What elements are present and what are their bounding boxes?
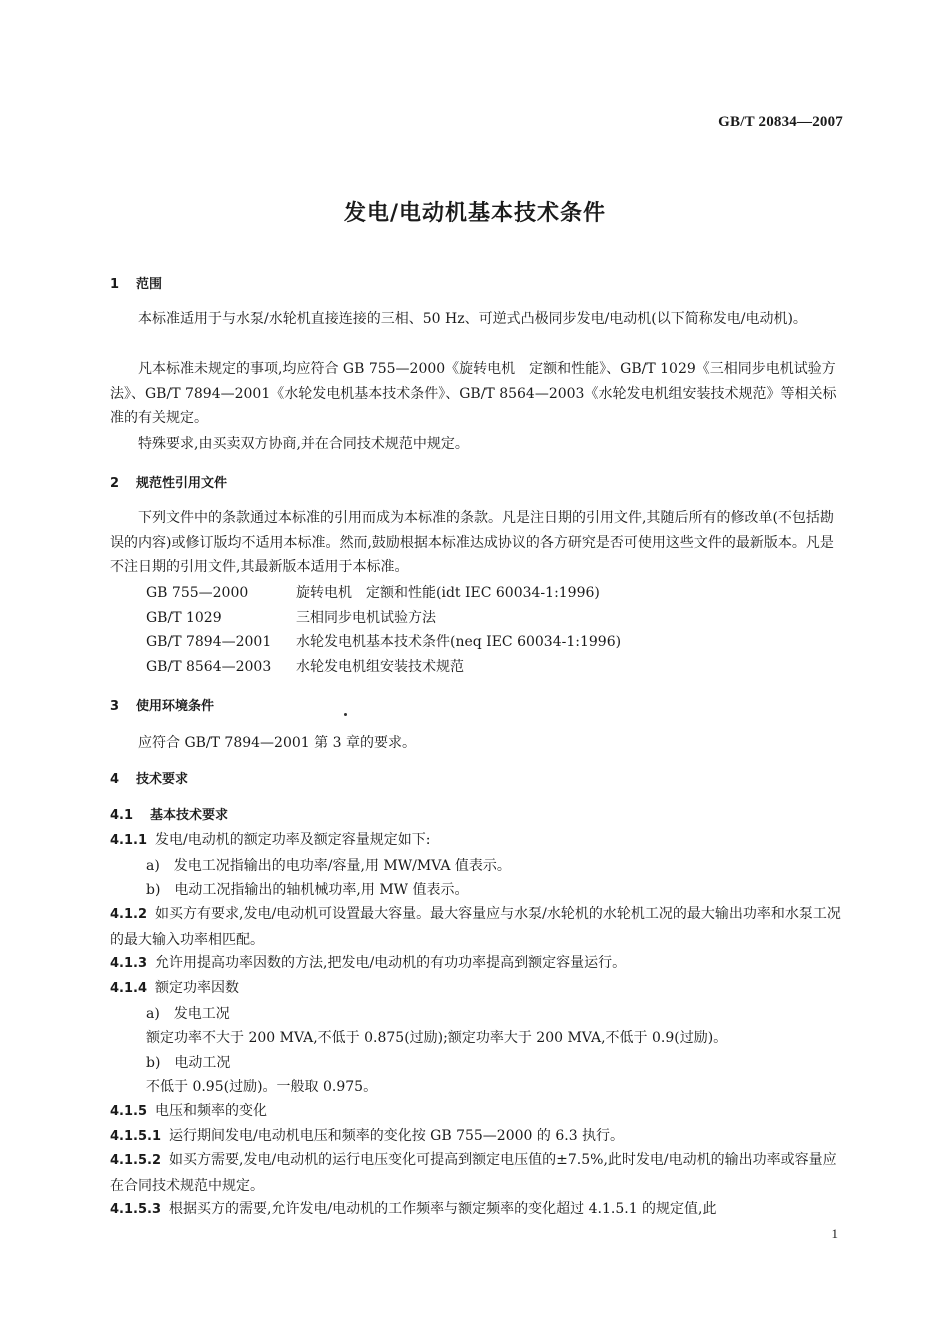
clause-4-1-2: 4.1.2 如买方有要求,发电/电动机可设置最大容量。最大容量应与水泵/水轮机的水轮机工况的最大输出功率和水泵工况的最大输入功率相匹配。 [110, 906, 841, 948]
section-1-para-3: 特殊要求,由买卖双方协商,并在合同技术规范中规定。 [138, 436, 469, 452]
list-item: b) 电动工况 [146, 1054, 231, 1071]
clause-4-1-5-2: 4.1.5.2 如买方需要,发电/电动机的运行电压变化可提高到额定电压值的±7.5%,此时发电/电动机的输出功率或容量应在合同技术规范中规定。 [110, 1152, 837, 1194]
section-number: 2 [110, 476, 120, 491]
clause-4-1-4: 4.1.4 额定功率因数 a) 发电工况 额定功率不大于 200 MVA,不低于 0.875(过励);额定功率大于 200 MVA,不低于 0.9(过励)。 b) 电动工况 不低于 0.95(过励)。一般取 0.975。 [110, 976, 846, 1100]
reference-item: GB 755—2000 旋转电机 定额和性能(idt IEC 60034-1:1996) [146, 585, 600, 601]
section-1-para-1: 本标准适用于与水泵/水轮机直接连接的三相、50 Hz、可逆式凸极同步发电/电动机(以下简称发电/电动机)。 [138, 311, 807, 327]
section-title: 技术要求 [136, 772, 189, 787]
section-4-heading [110, 768, 846, 793]
list-item-text: 额定功率不大于 200 MVA,不低于 0.875(过励);额定功率大于 200 MVA,不低于 0.9(过励)。 [146, 1030, 728, 1046]
clause-4-1-5-3: 4.1.5.3 根据买方的需要,允许发电/电动机的工作频率与额定频率的变化超过 4.1.5.1 的规定值,此 [110, 1201, 717, 1217]
clause-4-1-heading: 4.1 基本技术要求 [110, 808, 229, 823]
page-number: 1 [831, 1226, 838, 1241]
reference-list [110, 581, 846, 679]
section-3-para-1: 应符合 GB/T 7894—2001 第 3 章的要求。 [138, 735, 416, 751]
section-1-heading [110, 273, 846, 298]
clause-4-1-1: 4.1.1 发电/电动机的额定功率及额定容量规定如下: a) 发电工况指输出的电功率/容量,用 MW/MVA 值表示。 b) 电动工况指输出的轴机械功率,用 MW 值表示。 [110, 828, 846, 903]
clause-4-1-5: 4.1.5 电压和频率的变化 [110, 1103, 268, 1119]
section-number: 3 [110, 699, 120, 714]
reference-item: GB/T 1029 三相同步电机试验方法 [146, 609, 436, 626]
list-item: a) 发电工况指输出的电功率/容量,用 MW/MVA 值表示。 [146, 857, 511, 874]
section-title: 范围 [136, 277, 163, 292]
list-item: a) 发电工况 [146, 1005, 230, 1022]
section-title: 使用环境条件 [136, 699, 215, 714]
section-title: 规范性引用文件 [136, 476, 228, 491]
section-2-heading [110, 472, 846, 497]
document-title: 发电/电动机基本技术条件 [343, 201, 607, 226]
scan-speck [344, 713, 347, 716]
section-number: 1 [110, 277, 120, 292]
reference-item: GB/T 7894—2001 水轮发电机基本技术条件(neq IEC 60034-1:1996) [146, 634, 622, 650]
clause-4-1-5-1: 4.1.5.1 运行期间发电/电动机电压和频率的变化按 GB 755—2000 的 6.3 执行。 [110, 1128, 625, 1144]
section-2-para-1: 下列文件中的条款通过本标准的引用而成为本标准的条款。凡是注日期的引用文件,其随后所有的修改单(不包括勘误的内容)或修订版均不适用本标准。然而,鼓励根据本标准达成协议的各方研究是否可使用这些文件的最新版本。凡是不注日期的引用文件,其最新版本适用于本标准。 [110, 510, 834, 575]
reference-item: GB/T 8564—2003 水轮发电机组安装技术规范 [146, 658, 464, 675]
list-item-text: 不低于 0.95(过励)。一般取 0.975。 [146, 1079, 378, 1095]
section-number: 4 [110, 772, 120, 787]
list-item: b) 电动工况指输出的轴机械功率,用 MW 值表示。 [146, 882, 469, 898]
clause-4-1-3: 4.1.3 允许用提高功率因数的方法,把发电/电动机的有功功率提高到额定容量运行。 [110, 955, 627, 971]
standard-number: GB/T 20834—2007 [718, 114, 843, 130]
section-3-heading [110, 695, 846, 720]
section-1-para-2: 凡本标准未规定的事项,均应符合 GB 755—2000《旋转电机 定额和性能》、GB/T 1029《三相同步电机试验方法》、GB/T 7894—2001《水轮发电机基本技术条件》、GB/T 8564—2003《水轮发电机组安装技术规范》等相关标准的有关规定。 [110, 361, 837, 426]
